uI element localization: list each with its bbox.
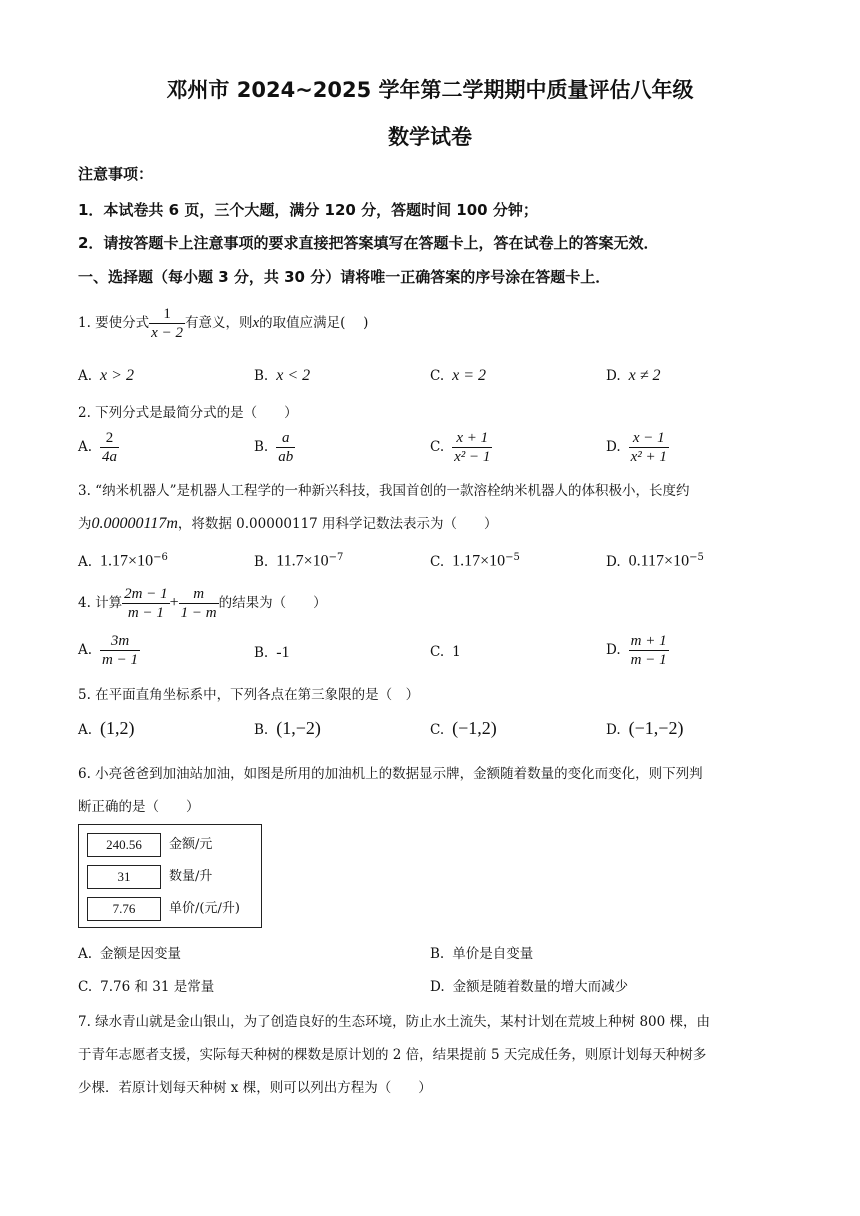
q5-option-a[interactable]: A. (1,2) <box>78 718 135 738</box>
q5-option-d[interactable]: D. (−1,−2) <box>606 718 684 738</box>
q1-var: x <box>252 315 260 331</box>
q1-frac-den: x − 2 <box>151 325 183 341</box>
q2-option-c[interactable]: C. $\frac{x + 1}{\text{x² − 1}}$ <box>430 430 491 465</box>
q1-option-b[interactable]: B. x < 2 <box>254 367 311 384</box>
question-7-line-1: 7. 绿水青山就是金山银山，为了创造良好的生态环境，防止水土流失，某村计划在荒坡上种树 800 棵，由 <box>78 1014 711 1030</box>
q5-option-c[interactable]: C. (−1,2) <box>430 718 497 738</box>
amount-value-box: 240.56 <box>87 833 161 857</box>
q6-option-b[interactable]: B. 单价是自变量 <box>430 946 534 962</box>
q3-option-b[interactable]: B. $11.7\times 10^{-7}$ <box>254 552 344 570</box>
q1-suffix-b: 的取值应满足( ) <box>259 315 369 331</box>
notice-heading: 注意事项： <box>78 165 154 183</box>
q5-option-b[interactable]: B. (1,−2) <box>254 718 321 738</box>
q4-option-d[interactable]: D. $\frac{m + 1}{m - 1}$ <box>606 633 667 668</box>
exam-subtitle: 数学试卷 <box>388 125 472 149</box>
q1-fraction <box>149 305 185 342</box>
q6-option-d[interactable]: D. 金额是随着数量的增大而减少 <box>430 979 629 995</box>
section-1-heading: 一、选择题（每小题 3 分，共 30 分）请将唯一正确答案的序号涂在答题卡上． <box>78 268 611 286</box>
q1-prefix: 1. 要使分式 <box>78 315 150 331</box>
quantity-value-box: 31 <box>87 865 161 889</box>
q4-fraction-1: $\frac{2m - 1}{m - 1}$ <box>124 586 168 621</box>
unit-price-label: 单价/(元/升) <box>169 901 240 916</box>
exam-title: 邓州市 2024~2025 学年第二学期期中质量评估八年级 <box>166 78 694 102</box>
q4-option-a[interactable]: A. $\frac{3m}{m - 1}$ <box>78 633 139 668</box>
amount-label: 金额/元 <box>169 837 213 852</box>
q2-option-b[interactable]: B. $\frac{a}{ab}$ <box>254 430 294 465</box>
question-7-line-2: 于青年志愿者支援，实际每天种树的棵数是原计划的 2 倍，结果提前 5 天完成任务，则原计划每天种树多 <box>78 1047 707 1063</box>
question-3-line-2: 为0.00000117m，将数据 0.00000117 用科学记数法表示为（ ） <box>78 515 498 532</box>
q1-option-a[interactable]: A. x > 2 <box>78 367 134 384</box>
question-6-line-1: 6. 小亮爸爸到加油站加油，如图是所用的加油机上的数据显示牌，金额随着数量的变化而变化，则下列判 <box>78 766 703 782</box>
notice-item-1: 1．本试卷共 6 页，三个大题，满分 120 分，答题时间 100 分钟； <box>78 201 538 219</box>
q6-option-c[interactable]: C. 7.76 和 31 是常量 <box>78 979 215 995</box>
q1-suffix-a: 有意义，则 <box>184 315 253 331</box>
q3-option-c[interactable]: C. $1.17\times 10^{-5}$ <box>430 552 520 570</box>
question-3-line-1: 3. “纳米机器人”是机器人工程学的一种新兴科技，我国首创的一款溶栓纳米机器人的体积极小，长度约 <box>78 483 690 499</box>
q4-option-b[interactable]: B. -1 <box>254 644 290 661</box>
q3-option-a[interactable]: A. $1.17\times 10^{-6}$ <box>78 552 168 570</box>
question-5-stem: 5. 在平面直角坐标系中，下列各点在第三象限的是（ ） <box>78 687 420 703</box>
q1-option-c[interactable]: C. x = 2 <box>430 367 487 384</box>
question-4-stem: 4. 计算 $\frac{2m - 1}{m - 1}$ + $\frac{m}{1 - m}$ 的结果为（ ） <box>78 586 327 621</box>
question-6-line-2: 断正确的是（ ） <box>78 799 200 815</box>
q4-option-c[interactable]: C. 1 <box>430 644 461 660</box>
notice-item-2: 2．请按答题卡上注意事项的要求直接把答案填写在答题卡上，答在试卷上的答案无效． <box>78 234 659 252</box>
q2-option-d[interactable]: D. $\frac{x - 1}{\text{x² + 1}}$ <box>606 430 667 465</box>
fuel-display-panel <box>78 824 262 928</box>
q4-fraction-2: $\frac{m}{1 - m}$ <box>180 586 217 621</box>
q1-frac-num: 1 <box>163 306 171 322</box>
q2-option-a[interactable]: A. $\frac{2}{4a}$ <box>78 430 118 465</box>
question-1-stem <box>78 305 368 342</box>
quantity-label: 数量/升 <box>169 869 213 884</box>
q6-option-a[interactable]: A. 金额是因变量 <box>78 946 182 962</box>
q1-option-d[interactable]: D. x ≠ 2 <box>606 367 661 384</box>
question-2-stem: 2. 下列分式是最简分式的是（ ） <box>78 405 298 421</box>
unit-price-value-box: 7.76 <box>87 897 161 921</box>
q3-option-d[interactable]: D. $0.117\times 10^{-5}$ <box>606 552 704 570</box>
q3-value: 0.00000117m <box>91 515 178 532</box>
question-7-line-3: 少棵．若原计划每天种树 x 棵，则可以列出方程为（ ） <box>78 1080 432 1096</box>
